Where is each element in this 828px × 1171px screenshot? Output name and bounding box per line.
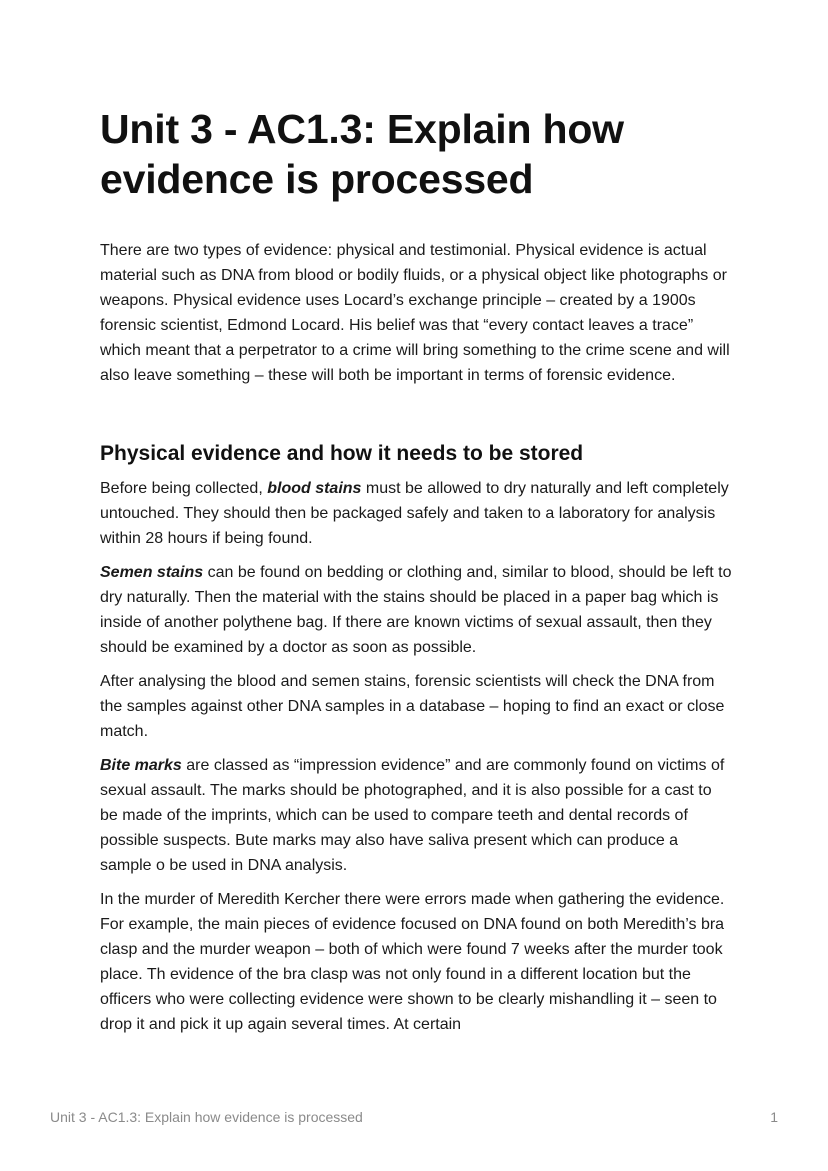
blood-stains-text: must be allowed to dry naturally and left completely untouched. They should then be packaged safely and taken to a laboratory for analysis within 28 hours if being found. — [100, 480, 729, 547]
semen-stains-text: can be found on bedding or clothing and, similar to blood, should be left to dry naturally. Then the material with the stains should be placed in a paper bag which is inside of another polythene bag. If there are known victims of sexual assault, then they should be examined by a doctor as soon as possible. — [100, 564, 732, 656]
document-page — [100, 104, 732, 1046]
blood-stains-lead: Before being collected, — [100, 480, 268, 497]
bite-marks-term: Bite marks — [100, 757, 182, 774]
kercher-case-paragraph: In the murder of Meredith Kercher there were errors made when gathering the evidence. For example, the main pieces of evidence focused on DNA found on both Meredith’s bra clasp and the murder weapon – both of which were found 7 weeks after the murder took place. Th evidence of the bra clasp was not only found in a different location but the officers who were collecting evidence were shown to be clearly mishandling it – seen to drop it and pick it up again several times. At certain — [100, 891, 725, 1033]
blood-stains-paragraph — [100, 476, 732, 551]
page-footer — [50, 1109, 778, 1125]
document-title: Unit 3 - AC1.3: Explain how evidence is processed — [100, 106, 624, 202]
footer-title: Unit 3 - AC1.3: Explain how evidence is processed — [50, 1109, 363, 1125]
bite-marks-paragraph — [100, 753, 732, 878]
semen-stains-term: Semen stains — [100, 564, 204, 581]
intro-paragraph: There are two types of evidence: physical and testimonial. Physical evidence is actual material such as DNA from blood or bodily fluids, or a physical object like photographs or weapons. Physical evidence uses Locard’s exchange principle – created by a 1900s forensic scientist, Edmond Locard. His belief was that “every contact leaves a trace” which meant that a perpetrator to a crime will bring something to the crime scene and will also leave something – these will both be important in terms of forensic evidence. — [100, 242, 730, 384]
footer-page-number: 1 — [770, 1109, 778, 1125]
blood-stains-term: blood stains — [267, 480, 362, 497]
dna-analysis-paragraph: After analysing the blood and semen stains, forensic scientists will check the DNA from the samples against other DNA samples in a database – hoping to find an exact or close match. — [100, 673, 725, 740]
semen-stains-paragraph — [100, 560, 732, 660]
bite-marks-text: are classed as “impression evidence” and are commonly found on victims of sexual assault. The marks should be photographed, and it is also possible for a cast to be made of the imprints, which can be used to compare teeth and dental records of possible suspects. Bute marks may also have saliva present which can produce a sample o be used in DNA analysis. — [100, 757, 725, 874]
section-heading: Physical evidence and how it needs to be stored — [100, 442, 584, 465]
